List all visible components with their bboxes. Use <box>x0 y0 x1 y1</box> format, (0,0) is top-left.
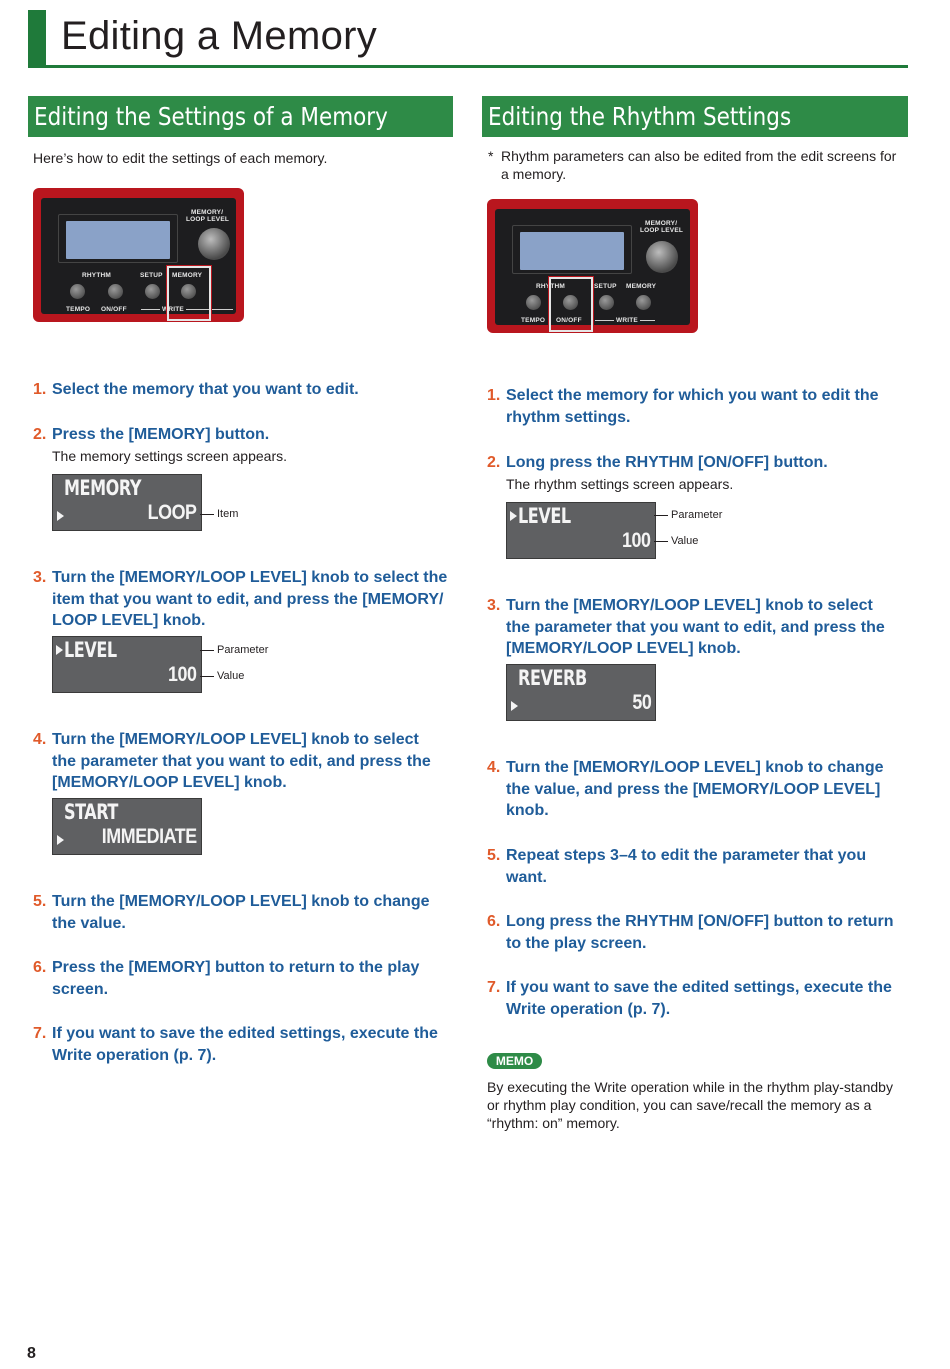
memo-badge: MEMO <box>487 1053 542 1069</box>
step-number: 4. <box>33 731 47 748</box>
page-number: 8 <box>27 1345 36 1362</box>
page-title: Editing a Memory <box>61 14 378 58</box>
step-text: Turn the [MEMORY/LOOP LEVEL] knob to change <box>52 893 430 910</box>
label-write: WRITE <box>616 317 638 324</box>
callout-value: Value <box>654 535 698 547</box>
note-asterisk: * <box>488 148 494 164</box>
step-number: 4. <box>487 759 501 776</box>
screen-line1: LEVEL <box>518 504 571 528</box>
tempo-button-icon <box>526 295 541 310</box>
cursor-triangle-icon <box>57 511 64 521</box>
screen-reverb-50 <box>506 664 656 721</box>
rhythm-on-off-button-icon <box>108 284 123 299</box>
step-text: Write operation (p. 7). <box>52 1046 217 1064</box>
screen-line2: LOOP <box>148 501 197 524</box>
rhythm-on-off-highlight <box>549 277 593 332</box>
step-text: want. <box>506 868 547 886</box>
step-text: Press the [MEMORY] button to return to the play <box>52 959 420 976</box>
memo-line: “rhythm: on” memory. <box>487 1115 620 1131</box>
title-accent-bar <box>28 10 46 67</box>
step-number: 1. <box>487 387 501 404</box>
section-heading-rhythm-settings <box>482 96 908 137</box>
cursor-triangle-icon <box>511 701 518 711</box>
right-step-2-sub: The rhythm settings screen appears. <box>506 476 734 492</box>
step-text: LOOP LEVEL] knob. <box>52 612 206 629</box>
memory-button-highlight <box>167 266 211 321</box>
step-text: rhythm settings. <box>506 408 631 426</box>
label-memory-loop: MEMORY/ <box>191 209 224 216</box>
section-heading-memory-settings <box>28 96 453 137</box>
label-memory: MEMORY <box>626 283 657 290</box>
note-line-2: a memory. <box>501 166 567 182</box>
section-heading-text: Editing the Settings of a Memory <box>34 102 388 131</box>
cursor-triangle-icon <box>56 645 63 655</box>
step-number: 2. <box>33 426 47 443</box>
step-number: 6. <box>33 959 47 976</box>
label-loop-level: LOOP LEVEL <box>186 216 230 223</box>
setup-button-icon <box>145 284 160 299</box>
label-loop-level: LOOP LEVEL <box>640 227 684 234</box>
screen-start-immediate <box>52 798 202 855</box>
step-text: Select the memory for which you want to edit the <box>506 387 879 404</box>
memory-loop-level-knob-icon <box>198 228 230 260</box>
step-text: Turn the [MEMORY/LOOP LEVEL] knob to change <box>506 759 884 776</box>
screen-line1: REVERB <box>518 666 587 690</box>
step-number: 5. <box>487 847 501 864</box>
step-number: 3. <box>33 569 47 586</box>
step-text: If you want to save the edited settings, execute the <box>52 1025 438 1042</box>
label-memory: MEMORY <box>172 272 203 279</box>
note-line-1: Rhythm parameters can also be edited from the edit screens for <box>501 148 897 164</box>
memory-loop-level-knob-icon <box>646 241 678 273</box>
device-display <box>520 232 624 270</box>
step-text: If you want to save the edited settings, execute the <box>506 979 892 996</box>
label-tempo: TEMPO <box>66 306 91 313</box>
left-step-2-sub: The memory settings screen appears. <box>52 448 287 464</box>
label-setup: SETUP <box>140 272 163 279</box>
step-text: the value. <box>52 914 126 932</box>
step-text: Write operation (p. 7). <box>506 1000 671 1018</box>
label-tempo: TEMPO <box>521 317 546 324</box>
step-text: Turn the [MEMORY/LOOP LEVEL] knob to select the <box>52 569 448 586</box>
cursor-triangle-icon <box>57 835 64 845</box>
step-text: knob. <box>506 802 549 819</box>
callout-item: Item <box>200 508 238 520</box>
step-text: the parameter that you want to edit, and press the <box>506 618 885 636</box>
label-rhythm: RHYTHM <box>536 283 566 290</box>
label-on-off: ON/OFF <box>101 306 127 313</box>
label-write: WRITE <box>162 306 184 313</box>
step-number: 1. <box>33 381 47 398</box>
step-text: [MEMORY/LOOP LEVEL] knob. <box>506 640 741 657</box>
step-number: 7. <box>33 1025 47 1042</box>
step-text: [MEMORY/LOOP LEVEL] knob. <box>52 774 287 791</box>
memory-button-icon <box>636 295 651 310</box>
memo-line: By executing the Write operation while in the rhythm play-standby <box>487 1079 893 1095</box>
setup-button-icon <box>599 295 614 310</box>
callout-parameter: Parameter <box>654 509 722 521</box>
step-text: Long press the RHYTHM [ON/OFF] button. <box>506 454 828 471</box>
step-text: screen. <box>52 980 109 998</box>
step-text: Press the [MEMORY] button. <box>52 426 270 443</box>
step-number: 6. <box>487 913 501 930</box>
step-text: the value, and press the [MEMORY/LOOP LEVEL] <box>506 780 881 798</box>
memo-line: or rhythm play condition, you can save/recall the memory as a <box>487 1097 872 1113</box>
device-image-memory <box>33 188 244 322</box>
memo-text <box>487 1078 907 1132</box>
title-underline <box>28 65 908 68</box>
label-on-off: ON/OFF <box>556 317 582 324</box>
step-text: Turn the [MEMORY/LOOP LEVEL] knob to select <box>506 597 873 614</box>
step-number: 5. <box>33 893 47 910</box>
label-rhythm: RHYTHM <box>82 272 112 279</box>
label-memory-loop: MEMORY/ <box>645 220 678 227</box>
tempo-button-icon <box>70 284 85 299</box>
section-heading-text: Editing the Rhythm Settings <box>488 102 792 131</box>
screen-memory-loop <box>52 474 202 531</box>
step-number: 2. <box>487 454 501 471</box>
step-text: Select the memory that you want to edit. <box>52 381 359 398</box>
step-text: item that you want to edit, and press the [MEMORY/ <box>52 590 444 608</box>
screen-line2: 100 <box>168 663 197 686</box>
screen-line1: MEMORY <box>64 476 142 500</box>
screen-line1: LEVEL <box>64 638 117 662</box>
screen-line2: IMMEDIATE <box>101 825 197 848</box>
step-text: to the play screen. <box>506 934 647 952</box>
step-text: Repeat steps 3–4 to edit the parameter that you <box>506 847 867 864</box>
screen-line1: START <box>64 800 118 824</box>
step-number: 7. <box>487 979 501 996</box>
intro-text: Here’s how to edit the settings of each memory. <box>33 150 328 166</box>
screen-rhythm-level-100 <box>506 502 656 559</box>
step-text: the parameter that you want to edit, and press the <box>52 752 431 770</box>
cursor-triangle-icon <box>510 511 517 521</box>
screen-line2: 100 <box>622 529 651 552</box>
callout-value: Value <box>200 670 244 682</box>
device-display <box>66 221 170 259</box>
step-number: 3. <box>487 597 501 614</box>
callout-parameter: Parameter <box>200 644 268 656</box>
device-image-rhythm <box>487 199 698 333</box>
step-text: Turn the [MEMORY/LOOP LEVEL] knob to select <box>52 731 419 748</box>
label-setup: SETUP <box>594 283 617 290</box>
screen-line2: 50 <box>631 691 651 714</box>
screen-level-100 <box>52 636 202 693</box>
step-text: Long press the RHYTHM [ON/OFF] button to return <box>506 913 894 930</box>
